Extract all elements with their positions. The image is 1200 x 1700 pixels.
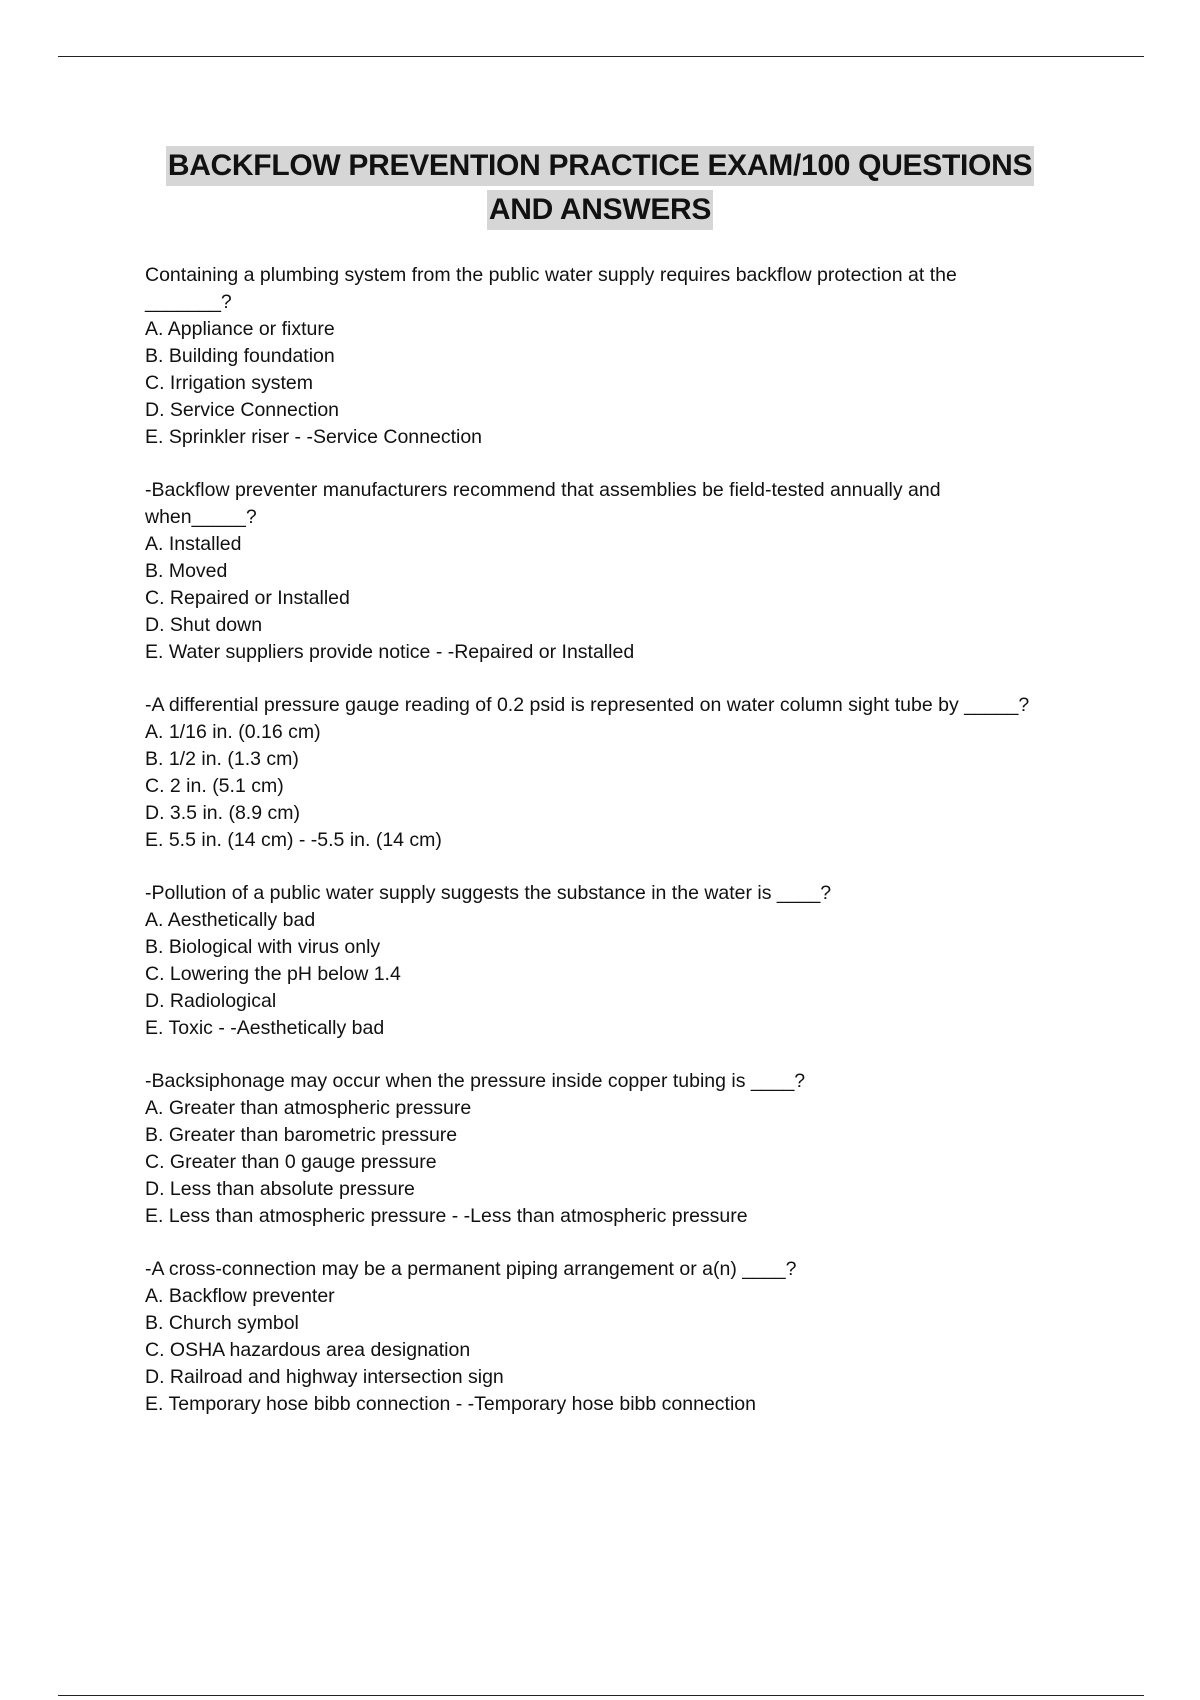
question-2 — [145, 477, 1085, 666]
bottom-rule — [58, 1695, 1144, 1696]
answer-option: A. Backflow preventer — [145, 1285, 335, 1307]
answer-option: E. Sprinkler riser - -Service Connection — [145, 426, 483, 448]
answer-option: C. Irrigation system — [145, 372, 313, 394]
answer-option: D. Service Connection — [145, 399, 340, 421]
answer-option: B. Greater than barometric pressure — [145, 1124, 458, 1146]
question-text-cont: when_____? — [145, 506, 257, 528]
answer-option: A. Aesthetically bad — [145, 909, 316, 931]
answer-option: E. 5.5 in. (14 cm) - -5.5 in. (14 cm) — [145, 829, 442, 851]
answer-option: B. Biological with virus only — [145, 936, 381, 958]
question-text: Containing a plumbing system from the public water supply requires backflow protection at the — [145, 264, 957, 286]
question-text: -Backflow preventer manufacturers recommend that assemblies be field-tested annually and — [145, 479, 941, 501]
question-1 — [145, 262, 1085, 451]
answer-option: A. Greater than atmospheric pressure — [145, 1097, 472, 1119]
question-list — [145, 262, 1085, 1444]
answer-option: B. Church symbol — [145, 1312, 299, 1334]
answer-option: C. Repaired or Installed — [145, 587, 350, 609]
question-3 — [145, 692, 1085, 854]
question-6 — [145, 1256, 1085, 1418]
answer-option: E. Water suppliers provide notice - -Repaired or Installed — [145, 641, 635, 663]
answer-option: A. Installed — [145, 533, 242, 555]
answer-option: B. 1/2 in. (1.3 cm) — [145, 748, 299, 770]
answer-option: E. Less than atmospheric pressure - -Less than atmospheric pressure — [145, 1205, 748, 1227]
document-title — [100, 146, 1100, 230]
answer-option: D. Railroad and highway intersection sign — [145, 1366, 504, 1388]
answer-option: D. Shut down — [145, 614, 263, 636]
answer-option: B. Moved — [145, 560, 228, 582]
top-rule — [58, 56, 1144, 57]
question-4 — [145, 880, 1085, 1042]
answer-option: C. OSHA hazardous area designation — [145, 1339, 471, 1361]
question-text: -A differential pressure gauge reading of 0.2 psid is represented on water column sight tube by _____? — [145, 694, 1030, 716]
answer-option: A. 1/16 in. (0.16 cm) — [145, 721, 321, 743]
answer-option: B. Building foundation — [145, 345, 335, 367]
answer-option: D. 3.5 in. (8.9 cm) — [145, 802, 300, 824]
answer-option: C. 2 in. (5.1 cm) — [145, 775, 284, 797]
answer-option: A. Appliance or fixture — [145, 318, 335, 340]
question-text: -Backsiphonage may occur when the pressure inside copper tubing is ____? — [145, 1070, 806, 1092]
question-text: -A cross-connection may be a permanent piping arrangement or a(n) ____? — [145, 1258, 797, 1280]
question-5 — [145, 1068, 1085, 1230]
answer-option: E. Temporary hose bibb connection - -Temporary hose bibb connection — [145, 1393, 756, 1415]
answer-option: C. Lowering the pH below 1.4 — [145, 963, 401, 985]
title-line-2: AND ANSWERS — [487, 190, 713, 230]
title-line-1: BACKFLOW PREVENTION PRACTICE EXAM/100 QUESTIONS — [166, 146, 1034, 186]
answer-option: D. Less than absolute pressure — [145, 1178, 415, 1200]
question-text: -Pollution of a public water supply suggests the substance in the water is ____? — [145, 882, 832, 904]
question-text-cont: _______? — [145, 291, 232, 313]
answer-option: D. Radiological — [145, 990, 277, 1012]
answer-option: C. Greater than 0 gauge pressure — [145, 1151, 437, 1173]
answer-option: E. Toxic - -Aesthetically bad — [145, 1017, 385, 1039]
